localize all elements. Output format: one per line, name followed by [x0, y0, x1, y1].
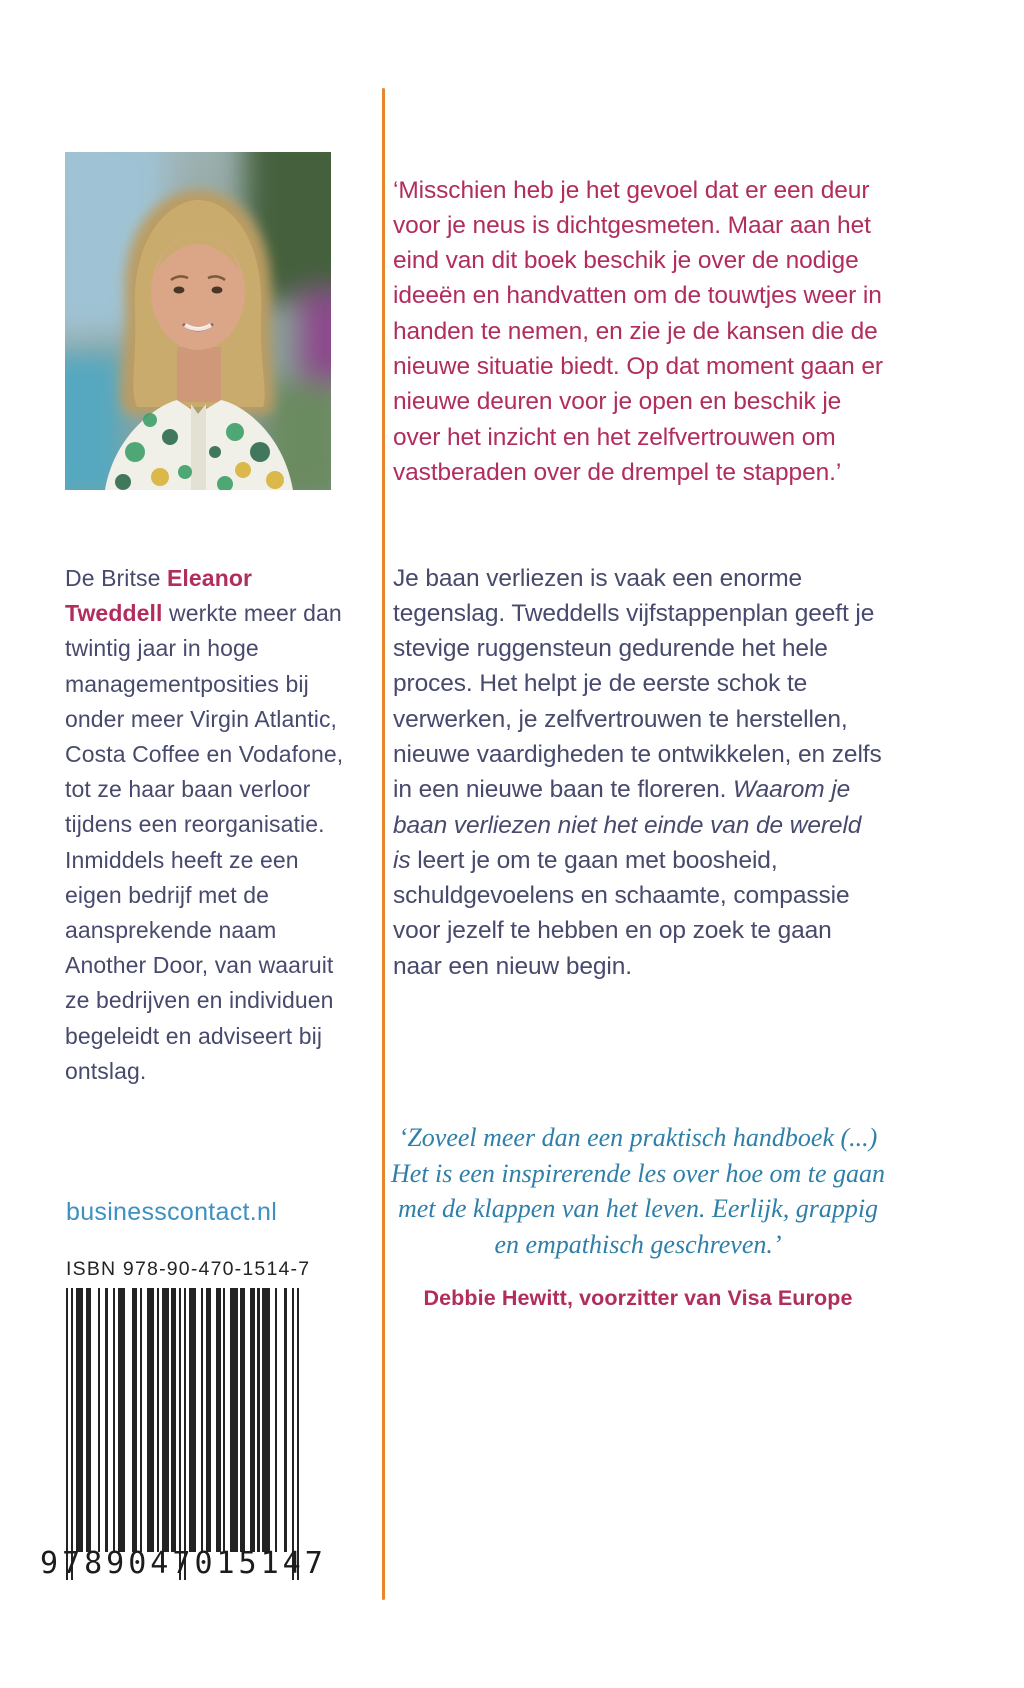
- book-excerpt-quote: ‘Misschien heb je het gevoel dat er een deur voor je neus is dichtgesmeten. Maar aan het eind van dit boek beschik je over de nodige ideeën en handvatten om de touwtjes weer in handen te nemen, en zie je de kansen die de nieuwe situatie biedt. Op dat moment gaan er nieuwe deuren voor je open en beschik je over het inzicht en het zelfvertrouwen om vastberaden over de drempel te stappen.’: [393, 176, 883, 486]
- endorsement-attribution: Debbie Hewitt, voorzitter van Visa Europe: [423, 1286, 853, 1310]
- endorsement-quote: ‘Zoveel meer dan een praktisch handboek (...) Het is een inspirerende les over hoe om te gaan met de klappen van het leven. Eerlijk, grappig en empathisch geschreven.’: [390, 1123, 886, 1259]
- author-portrait-illustration: [65, 152, 331, 490]
- book-title: Waarom je baan verliezen niet het einde van de wereld is: [393, 776, 862, 874]
- barcode-digit-group: 015147: [194, 1546, 327, 1581]
- divider-line: [382, 88, 385, 1600]
- barcode-digit-group: 9: [40, 1546, 63, 1581]
- description-pre: Je baan verliezen is vaak een enorme tegenslag. Tweddells vijfstappenplan geeft je stevige ruggensteun gedurende het hele proces. Het helpt je de eerste schok te verwerken, je zelfvertrouwen te herstellen, nieuwe vaardigheden te ontwikkelen, en zelfs in een nieuwe baan te floreren.: [393, 564, 882, 804]
- barcode-bars: [66, 1288, 299, 1552]
- author-portrait-photo: [65, 152, 331, 490]
- author-name: Eleanor Tweddell: [65, 565, 253, 627]
- barcode-digit-group: 789047: [62, 1546, 195, 1581]
- isbn-label: ISBN 978-90-470-1514-7: [66, 1258, 311, 1280]
- barcode-digits: [40, 1546, 327, 1581]
- book-description: [393, 561, 883, 985]
- isbn-barcode: [40, 1288, 327, 1588]
- author-bio: [65, 561, 347, 1089]
- publisher-website: businesscontact.nl: [66, 1198, 278, 1226]
- description-post: leert je om te gaan met boosheid, schuldgevoelens en schaamte, compassie voor jezelf te hebben en op zoek te gaan naar een nieuw begin.: [393, 846, 850, 980]
- bio-text-post: werkte meer dan twintig jaar in hoge managementposities bij onder meer Virgin Atlantic, Costa Coffee en Vodafone, tot ze haar baan verloor tijdens een reorganisatie. Inmiddels heeft ze een eigen bedrijf met de aansprekende naam Another Door, van waaruit ze bedrijven en individuen begeleidt en adviseert bij ontslag.: [65, 600, 344, 1084]
- bio-text-pre: De Britse: [65, 565, 167, 591]
